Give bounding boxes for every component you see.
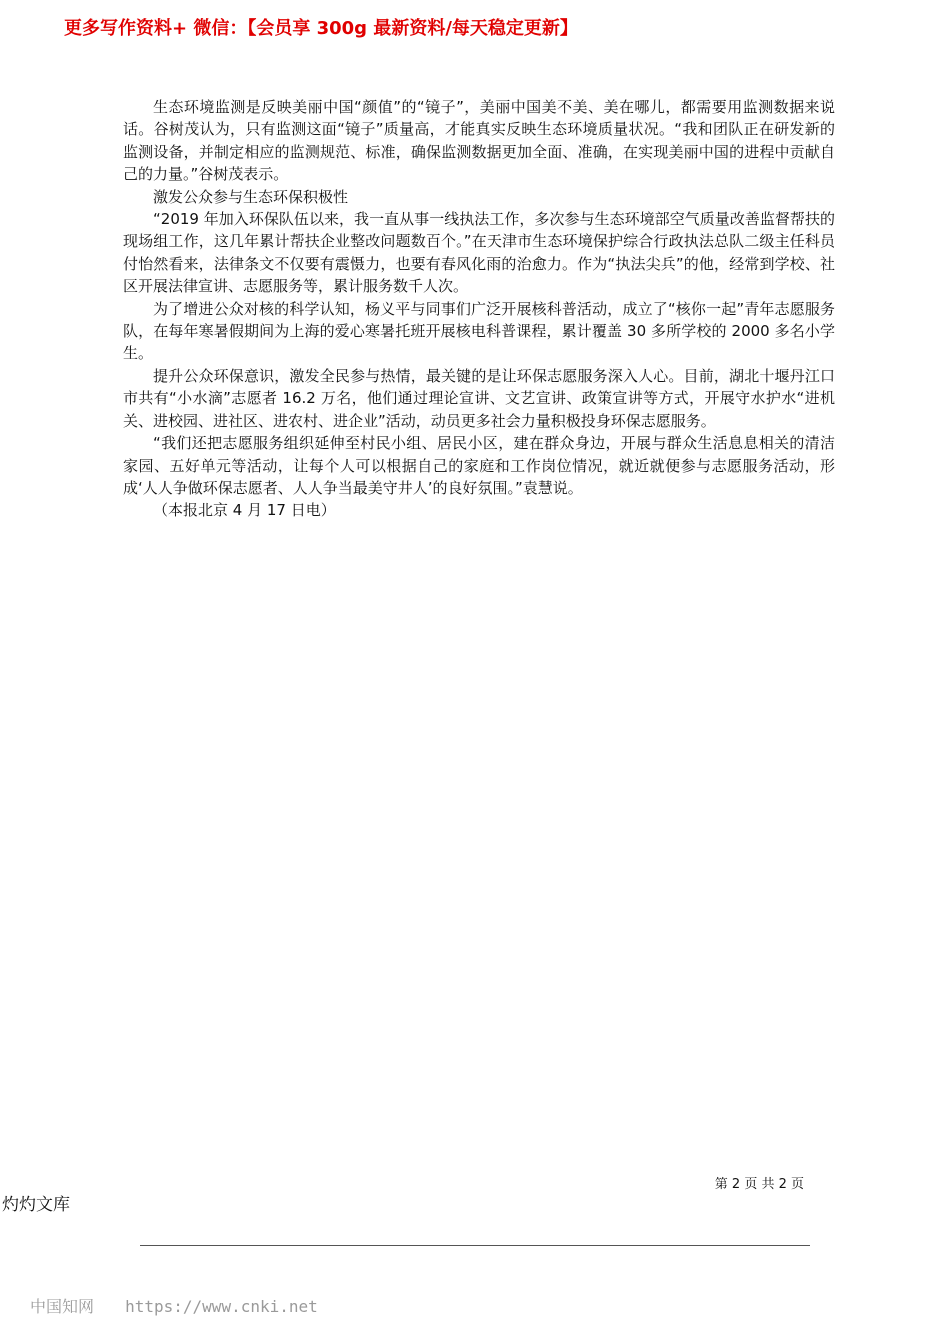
article-paragraph: “2019 年加入环保队伍以来，我一直从事一线执法工作，多次参与生态环境部空气质量改善监督帮扶的现场组工作，这几年累计帮扶企业整改问题数百个。”在天津市生态环境保护综合行政执法总队二级主任科员付怡然看来，法律条文不仅要有震慑力，也要有春风化雨的治愈力。作为“执法尖兵”的他，经常到学校、社区开展法律宣讲、志愿服务等，累计服务数千人次。 xyxy=(123,210,835,296)
section-heading: 激发公众参与生态环保积极性 xyxy=(153,187,349,206)
footer-divider xyxy=(140,1245,810,1246)
cnki-footer xyxy=(30,1294,318,1317)
cnki-name: 中国知网 xyxy=(30,1297,95,1316)
article-body xyxy=(123,96,835,522)
article-paragraph: “我们还把志愿服务组织延伸至村民小组、居民小区，建在群众身边，开展与群众生活息息相关的清洁家园、五好单元等活动，让每个人可以根据自己的家庭和工作岗位情况，就近就便参与志愿服务活动，形成‘人人争做环保志愿者、人人争当最美守井人’的良好氛围。”袁慧说。 xyxy=(123,434,835,497)
article-paragraph: 为了增进公众对核的科学认知，杨义平与同事们广泛开展核科普活动，成立了“核你一起”青年志愿服务队，在每年寒暑假期间为上海的爱心寒暑托班开展核电科普课程，累计覆盖 30 多所学校的 2000 多名小学生。 xyxy=(123,299,835,363)
promo-banner: 更多写作资料+ 微信：【会员享 300g 最新资料/每天稳定更新】 xyxy=(64,18,578,39)
brand-name: 灼灼文库 xyxy=(2,1195,70,1215)
cnki-url-link[interactable]: https://www.cnki.net xyxy=(125,1297,318,1316)
article-paragraph: 提升公众环保意识，激发全民参与热情，最关键的是让环保志愿服务深入人心。目前，湖北十堰丹江口市共有“小水滴”志愿者 16.2 万名，他们通过理论宣讲、文艺宣讲、政策宣讲等方式，开展守水护水“进机关、进校园、进社区、进农村、进企业”活动，动员更多社会力量积极投身环保志愿服务。 xyxy=(123,366,835,430)
page-number: 第 2 页 共 2 页 xyxy=(714,1177,804,1192)
dateline: （本报北京 4 月 17 日电） xyxy=(153,501,336,520)
article-paragraph: 生态环境监测是反映美丽中国“颜值”的“镜子”，美丽中国美不美、美在哪儿，都需要用监测数据来说话。谷树茂认为，只有监测这面“镜子”质量高，才能真实反映生态环境质量状况。“我和团队正在研发新的监测设备，并制定相应的监测规范、标准，确保监测数据更加全面、准确，在实现美丽中国的进程中贡献自己的力量。”谷树茂表示。 xyxy=(123,98,835,184)
